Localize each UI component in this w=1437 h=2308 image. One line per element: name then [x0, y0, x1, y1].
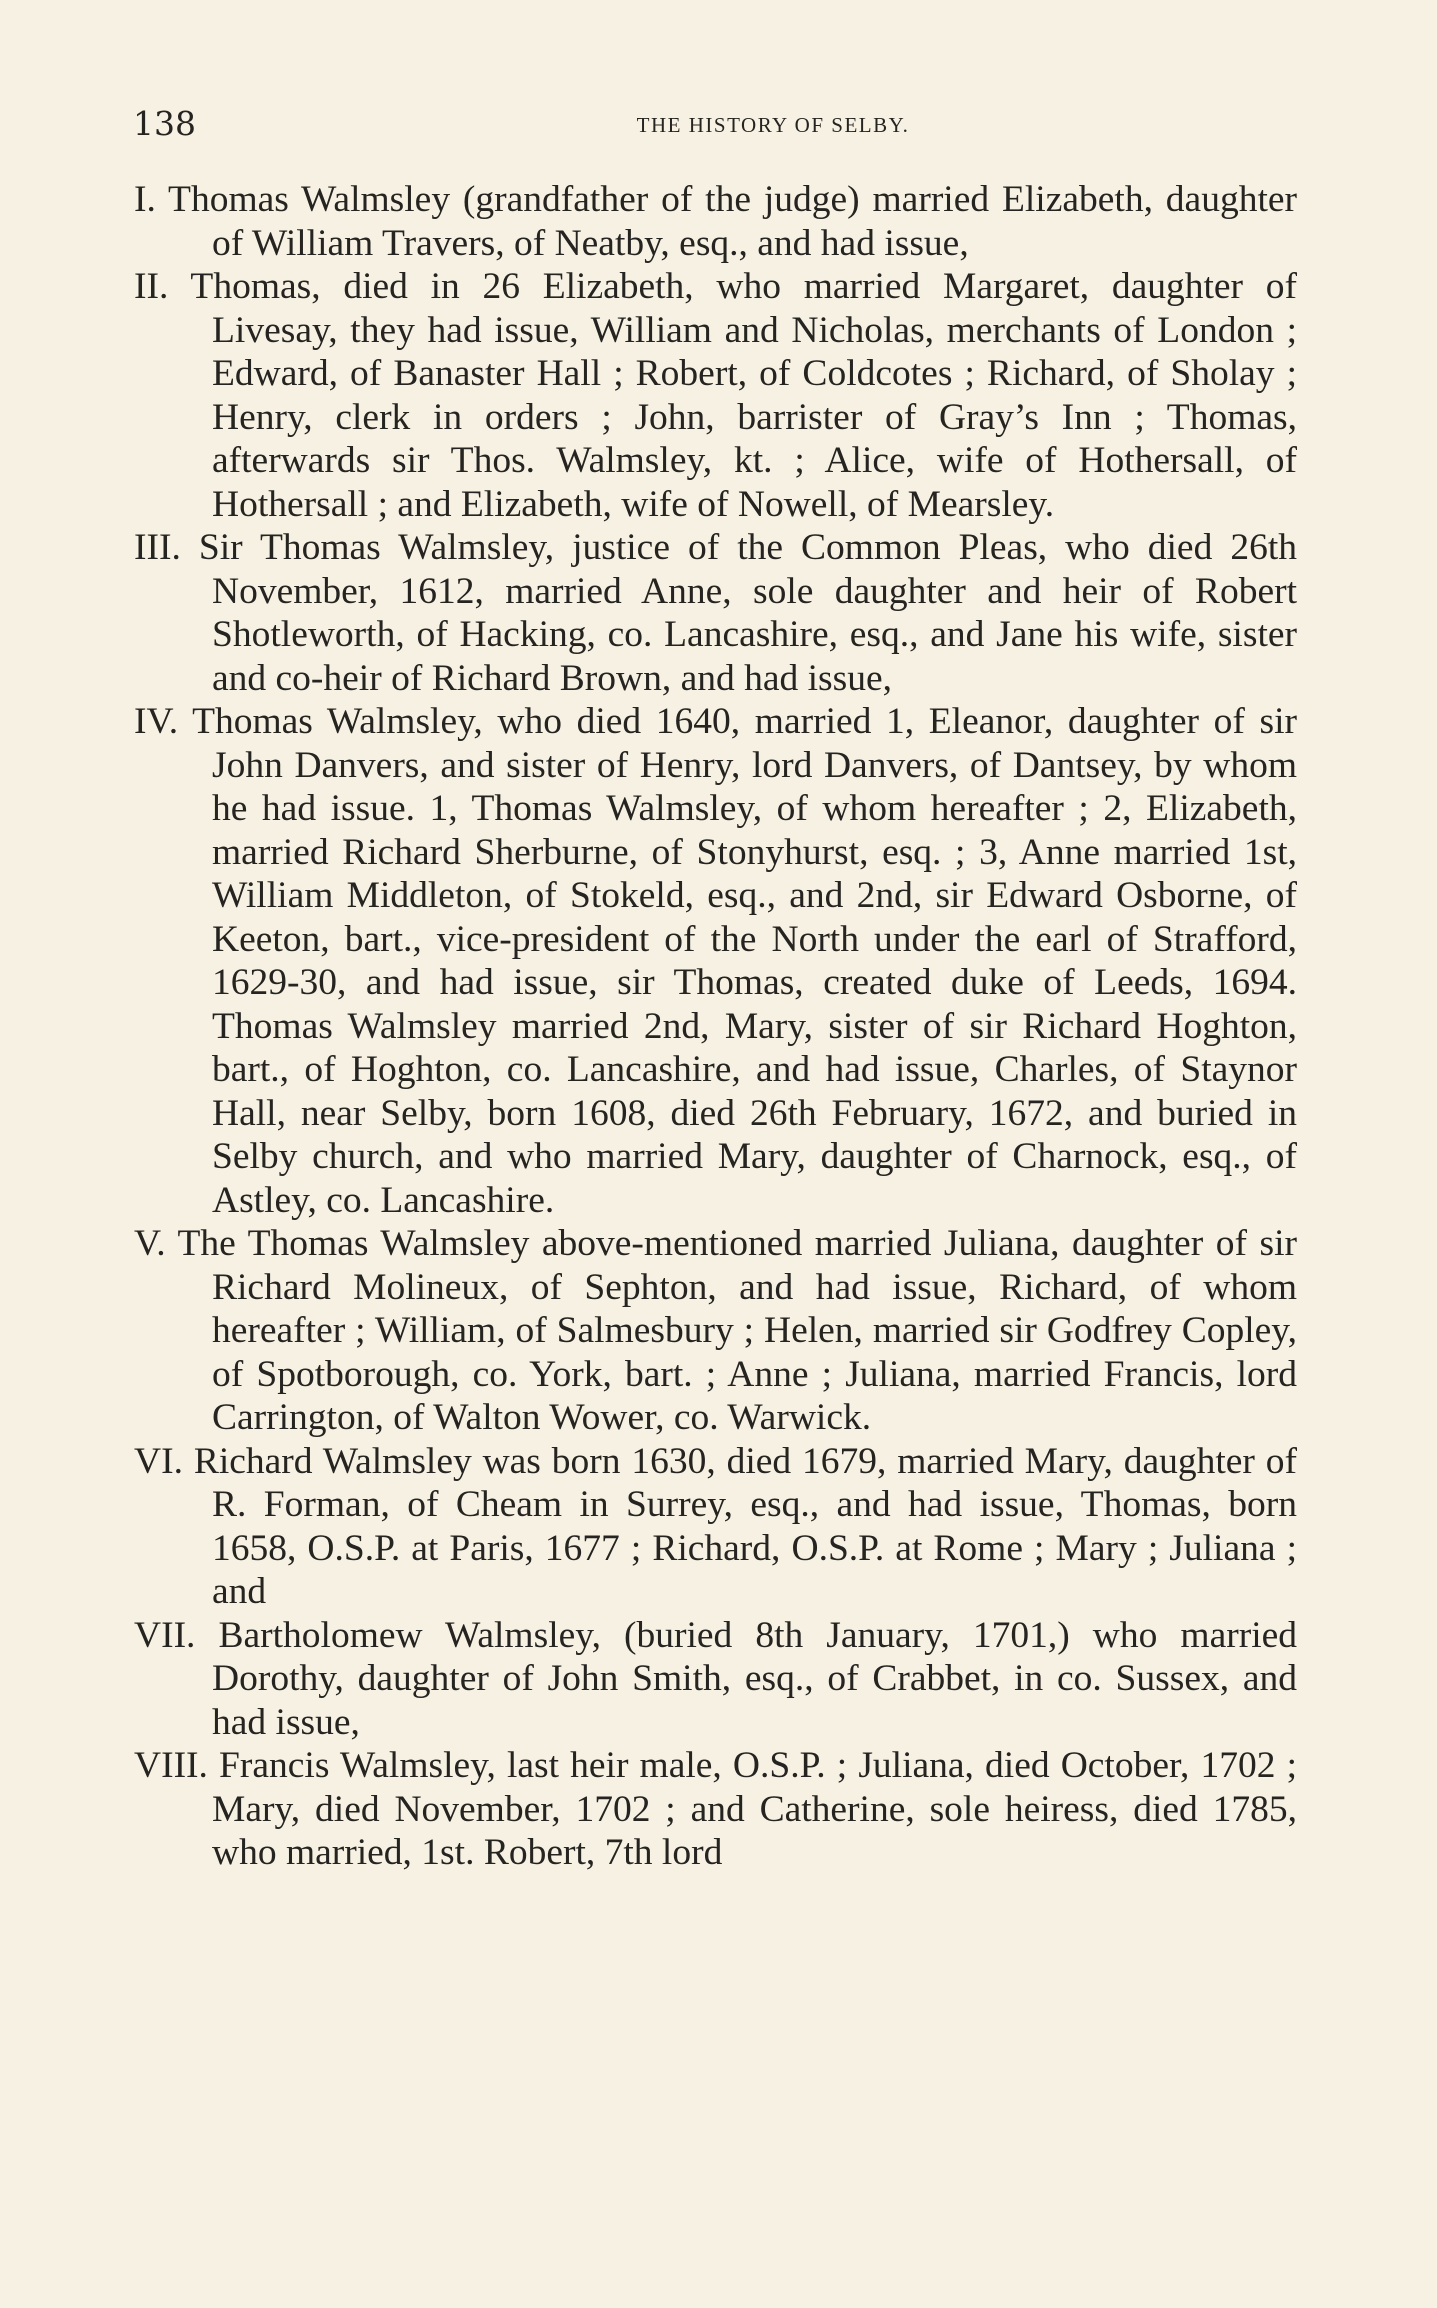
- genealogy-entry: [134, 700, 1297, 1222]
- running-title: THE HISTORY OF SELBY.: [636, 113, 910, 137]
- entry-text: Richard Walmsley was born 1630, died 1679, married Mary, daughter of R. Forman, of Cheam in Surrey, esq., and had issue, Thomas, born 1658, O.S.P. at Paris, 1677 ; Richard, O.S.P. at Rome ; Mary ; Juliana ; and: [193, 1440, 1297, 1612]
- entry-numeral: III.: [134, 527, 199, 568]
- genealogy-entry: [134, 1744, 1297, 1875]
- genealogy-entry: [134, 526, 1297, 700]
- genealogy-entry: [134, 1222, 1297, 1440]
- entry-numeral: VIII.: [134, 1745, 220, 1786]
- entry-numeral: II.: [134, 266, 191, 307]
- entry-text: Thomas Walmsley, who died 1640, married 1, Eleanor, daughter of sir John Danvers, and sister of Henry, lord Danvers, of Dantsey, by whom he had issue. 1, Thomas Walmsley, of whom hereafter ; 2, Elizabeth, married Richard Sherburne, of Stonyhurst, esq. ; 3, Anne married 1st, William Middleton, of Stokeld, esq., and 2nd, sir Edward Osborne, of Keeton, bart., vice-president of the North under the earl of Strafford, 1629-30, and had issue, sir Thomas, created duke of Leeds, 1694. Thomas Walmsley married 2nd, Mary, sister of sir Richard Hoghton, bart., of Hoghton, co. Lancashire, and had issue, Charles, of Staynor Hall, near Selby, born 1608, died 26th February, 1672, and buried in Selby church, and who married Mary, daughter of Charnock, esq., of Astley, co. Lancashire.: [192, 701, 1297, 1221]
- entry-text: Thomas Walmsley (grandfather of the judge) married Elizabeth, daughter of William Travers, of Neatby, esq., and had issue,: [168, 179, 1297, 264]
- entry-text: The Thomas Walmsley above-mentioned married Juliana, daughter of sir Richard Molineux, of Sephton, and had issue, Richard, of whom hereafter ; William, of Salmesbury ; Helen, married sir Godfrey Copley, of Spotborough, co. York, bart. ; Anne ; Juliana, married Francis, lord Carrington, of Walton Wower, co. Warwick.: [177, 1223, 1297, 1438]
- entry-numeral: I.: [134, 179, 169, 220]
- entry-numeral: V.: [134, 1223, 178, 1264]
- entry-numeral: IV.: [134, 701, 193, 742]
- genealogy-entry: [134, 1614, 1297, 1745]
- genealogy-entry: [134, 178, 1297, 265]
- page-header: [133, 104, 1303, 144]
- genealogy-entry: [134, 1440, 1297, 1614]
- entry-text: Sir Thomas Walmsley, justice of the Common Pleas, who died 26th November, 1612, married Anne, sole daughter and heir of Robert Shotleworth, of Hacking, co. Lancashire, esq., and Jane his wife, sister and co-heir of Richard Brown, and had issue,: [198, 527, 1298, 699]
- entry-text: Thomas, died in 26 Elizabeth, who married Margaret, daughter of Livesay, they had issue, William and Nicholas, merchants of London ; Edward, of Banaster Hall ; Robert, of Coldcotes ; Richard, of Sholay ; Henry, clerk in orders ; John, barrister of Gray’s Inn ; Thomas, afterwards sir Thos. Walmsley, kt. ; Alice, wife of Hothersall, of Hothersall ; and Elizabeth, wife of Nowell, of Mearsley.: [190, 266, 1297, 525]
- genealogy-list: [134, 178, 1297, 1875]
- genealogy-entry: [134, 265, 1297, 526]
- entry-numeral: VI.: [134, 1440, 194, 1482]
- entry-text: Bartholomew Walmsley, (buried 8th January, 1701,) who married Dorothy, daughter of John Smith, esq., of Crabbet, in co. Sussex, and had issue,: [212, 1614, 1298, 1743]
- entry-text: Francis Walmsley, last heir male, O.S.P. ; Juliana, died October, 1702 ; Mary, died November, 1702 ; and Catherine, sole heiress, died 1785, who married, 1st. Robert, 7th lord: [212, 1745, 1297, 1873]
- entry-numeral: VII.: [134, 1614, 219, 1656]
- page-number: 138: [133, 104, 196, 143]
